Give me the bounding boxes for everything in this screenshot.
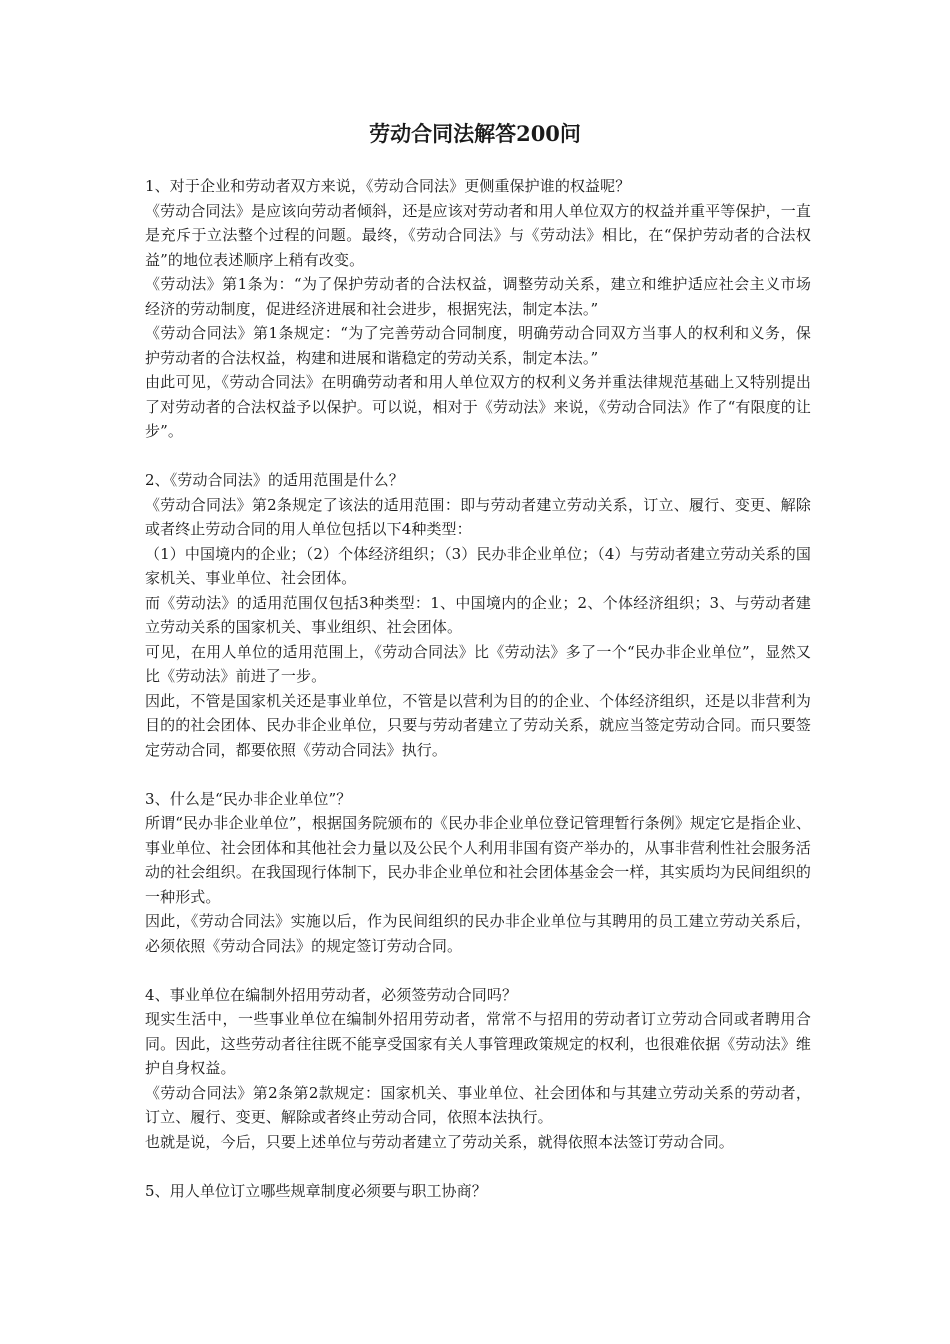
- question-heading: 1、对于企业和劳动者双方来说，《劳动合同法》更侧重保护谁的权益呢？: [145, 177, 631, 195]
- answer-paragraph: 《劳动合同法》第1条规定：“为了完善劳动合同制度，明确劳动合同双方当事人的权利和义务，保护劳动者的合法权益，构建和进展和谐稳定的劳动关系，制定本法。”: [145, 324, 811, 367]
- answer-paragraph: 《劳动法》第1条为：“为了保护劳动者的合法权益，调整劳动关系，建立和维护适应社会主义市场经济的劳动制度，促进经济进展和社会进步，根据宪法，制定本法。”: [145, 275, 811, 318]
- qa-section-3: [145, 787, 811, 959]
- qa-section-5: [145, 1179, 811, 1204]
- answer-paragraph: 《劳动合同法》第2条规定了该法的适用范围：即与劳动者建立劳动关系，订立、履行、变更、解除或者终止劳动合同的用人单位包括以下4种类型：: [145, 495, 811, 538]
- qa-section-2: [145, 468, 811, 762]
- document-title: 劳动合同法解答200问: [369, 121, 581, 146]
- qa-section-4: [145, 983, 811, 1155]
- question-heading: 4、事业单位在编制外招用劳动者，必须签劳动合同吗？: [145, 985, 518, 1004]
- question-heading: 5、用人单位订立哪些规章制度必须要与职工协商？: [145, 1181, 487, 1200]
- answer-paragraph: 所谓“民办非企业单位”，根据国务院颁布的《民办非企业单位登记管理暂行条例》规定它是指企业、事业单位、社会团体和其他社会力量以及公民个人利用非国有资产举办的，从事非营利性社会服务活动的社会组织。在我国现行体制下，民办非企业单位和社会团体基金会一样，其实质均为民间组织的一种形式。: [145, 814, 811, 906]
- answer-paragraph: 《劳动合同法》第2条第2款规定：国家机关、事业单位、社会团体和与其建立劳动关系的劳动者，订立、履行、变更、解除或者终止劳动合同，依照本法执行。: [145, 1083, 811, 1126]
- answer-paragraph: 因此，《劳动合同法》实施以后，作为民间组织的民办非企业单位与其聘用的员工建立劳动关系后，必须依照《劳动合同法》的规定签订劳动合同。: [145, 912, 811, 955]
- document-body: [145, 174, 811, 1228]
- answer-paragraph: 而《劳动法》的适用范围仅包括3种类型：1、中国境内的企业；2、个体经济组织；3、与劳动者建立劳动关系的国家机关、事业组织、社会团体。: [145, 593, 811, 636]
- answer-paragraph: 可见，在用人单位的适用范围上，《劳动合同法》比《劳动法》多了一个“民办非企业单位”，显然又比《劳动法》前进了一步。: [145, 642, 811, 685]
- question-heading: 2、《劳动合同法》的适用范围是什么？: [145, 471, 404, 489]
- answer-paragraph: 因此，不管是国家机关还是事业单位，不管是以营利为目的的企业、个体经济组织，还是以非营利为目的的社会团体、民办非企业单位，只要与劳动者建立了劳动关系，就应当签定劳动合同。而只要签定劳动合同，都要依照《劳动合同法》执行。: [145, 691, 811, 759]
- answer-paragraph: 现实生活中，一些事业单位在编制外招用劳动者，常常不与招用的劳动者订立劳动合同或者聘用合同。因此，这些劳动者往往既不能享受国家有关人事管理政策规定的权利，也很难依据《劳动法》维护自身权益。: [145, 1010, 811, 1077]
- answer-paragraph: （1）中国境内的企业；（2）个体经济组织；（3）民办非企业单位；（4）与劳动者建立劳动关系的国家机关、事业单位、社会团体。: [145, 544, 811, 587]
- answer-paragraph: 由此可见，《劳动合同法》在明确劳动者和用人单位双方的权利义务并重法律规范基础上又特别提出了对劳动者的合法权益予以保护。可以说，相对于《劳动法》来说，《劳动合同法》作了“有限度的让步”。: [145, 373, 811, 440]
- qa-section-1: [145, 174, 811, 444]
- question-heading: 3、什么是“民办非企业单位”？: [145, 789, 352, 808]
- answer-paragraph: 也就是说，今后，只要上述单位与劳动者建立了劳动关系，就得依照本法签订劳动合同。: [145, 1132, 734, 1151]
- answer-paragraph: 《劳动合同法》是应该向劳动者倾斜，还是应该对劳动者和用人单位双方的权益并重平等保护，一直是充斥于立法整个过程的问题。最终，《劳动合同法》与《劳动法》相比，在“保护劳动者的合法权益”的地位表述顺序上稍有改变。: [145, 201, 811, 269]
